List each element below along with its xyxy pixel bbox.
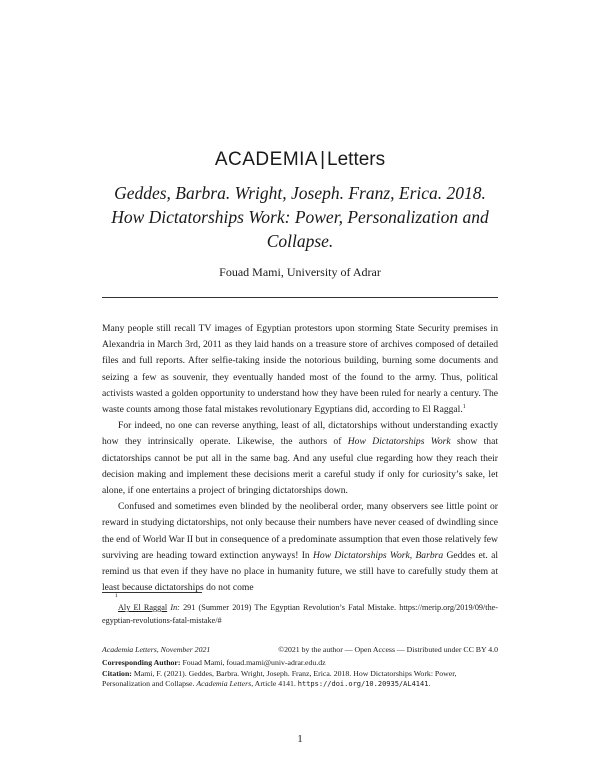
corresponding-author-value[interactable]: Fouad Mami, fouad.mami@univ-adrar.edu.dz bbox=[182, 658, 326, 667]
article-title: Geddes, Barbra. Wright, Joseph. Franz, Erica. 2018. How Dictatorships Work: Power, Personalization and Collapse. bbox=[111, 183, 489, 251]
license-notice: ©2021 by the author — Open Access — Distributed under CC BY 4.0 bbox=[278, 645, 498, 654]
paragraph-2 bbox=[102, 418, 498, 499]
citation-journal: Academia Letters bbox=[196, 679, 252, 688]
corresponding-author-label: Corresponding Author: bbox=[102, 658, 181, 667]
footnote bbox=[102, 601, 498, 627]
page-number: 1 bbox=[297, 733, 303, 745]
citation-label: Citation: bbox=[102, 668, 132, 678]
journal-date: Academia Letters, November 2021 bbox=[102, 645, 211, 654]
paragraph-2-book-title: How Dictatorships Work bbox=[347, 436, 451, 448]
paragraph-3-book-title: How Dictatorships Work, Barbra bbox=[312, 549, 444, 561]
article-body bbox=[102, 321, 498, 596]
paragraph-1-text: Many people still recall TV images of Egyptian protestors upon storming State Security premises in Alexandria in March 3rd, 2011 as they laid hands on a treasure store of archives composed of detailed files and full reports. After selfie-taking inside the notorious building, burning some documents and seizing a few as souvenir, they eventually handed most of the found to the army. Thus, political activists wasted a golden opportunity to understand how they have been ruled for nearly a century. The waste counts among those fatal mistakes revolutionary Egyptians did, according to El Raggal. bbox=[102, 323, 498, 416]
footnote-url-link[interactable]: https://merip.org/2019/09/the-egyptian-revolutions-fatal-mistake/# bbox=[102, 603, 499, 625]
brand-separator: | bbox=[320, 149, 326, 170]
citation-text: Mami, F. (2021). Geddes, Barbra. Wright, Joseph. Franz, Erica. 2018. How Dictatorships Work: Power, Personalization and Collapse. bbox=[102, 668, 457, 688]
footnote-number: 1 bbox=[115, 593, 118, 599]
article-metadata bbox=[102, 658, 502, 690]
footnote-in-label: In: bbox=[170, 603, 180, 612]
citation bbox=[102, 669, 502, 690]
paragraph-1 bbox=[102, 321, 498, 418]
academia-letters-logo bbox=[0, 148, 600, 172]
footnote-ref-1[interactable]: 1 bbox=[462, 403, 466, 410]
paragraph-2-text-a: For indeed, no one can reverse anything, least of all, dictatorships without understanding exactly how they intrinsically operate. Likewise, the authors of bbox=[102, 420, 498, 448]
brand-section: Letters bbox=[327, 149, 386, 170]
paragraph-2-text-b: show that dictatorships cannot be put all in the same bag. And any useful clue regarding how they reach their decision making and implement these decisions merit a careful study if only for curiosity’s sake, let alone, if one entertains a project of bringing dictatorships down. bbox=[102, 436, 498, 497]
article-author: Fouad Mami, University of Adrar bbox=[219, 265, 381, 279]
header-divider bbox=[102, 297, 498, 298]
footnote-citation: 291 (Summer 2019) The Egyptian Revolution’s Fatal Mistake. bbox=[179, 603, 400, 612]
paragraph-3 bbox=[102, 499, 498, 596]
footnote-author-link[interactable]: Aly El Raggal bbox=[118, 603, 168, 612]
citation-article: , Article 4141. bbox=[251, 679, 298, 688]
paragraph-3-text-b: Geddes et. al remind us that even if they have no place in humanity future, we still have to carefully study them at least because dictatorships do not come bbox=[102, 549, 498, 594]
citation-end: . bbox=[428, 679, 431, 688]
brand-name: ACADEMIA bbox=[214, 149, 319, 170]
doi-link[interactable]: https://doi.org/10.20935/AL4141 bbox=[297, 680, 429, 688]
paragraph-3-text-a: Confused and sometimes even blinded by the neoliberal order, many observers see little point or reward in studying dictatorships, not only because their numbers have never ceased of dwindling since the end of World War II but in consequence of a predominate assumption that even those relatively few surviving are heading toward extinction anyways! In bbox=[102, 501, 498, 561]
corresponding-author bbox=[102, 658, 502, 669]
